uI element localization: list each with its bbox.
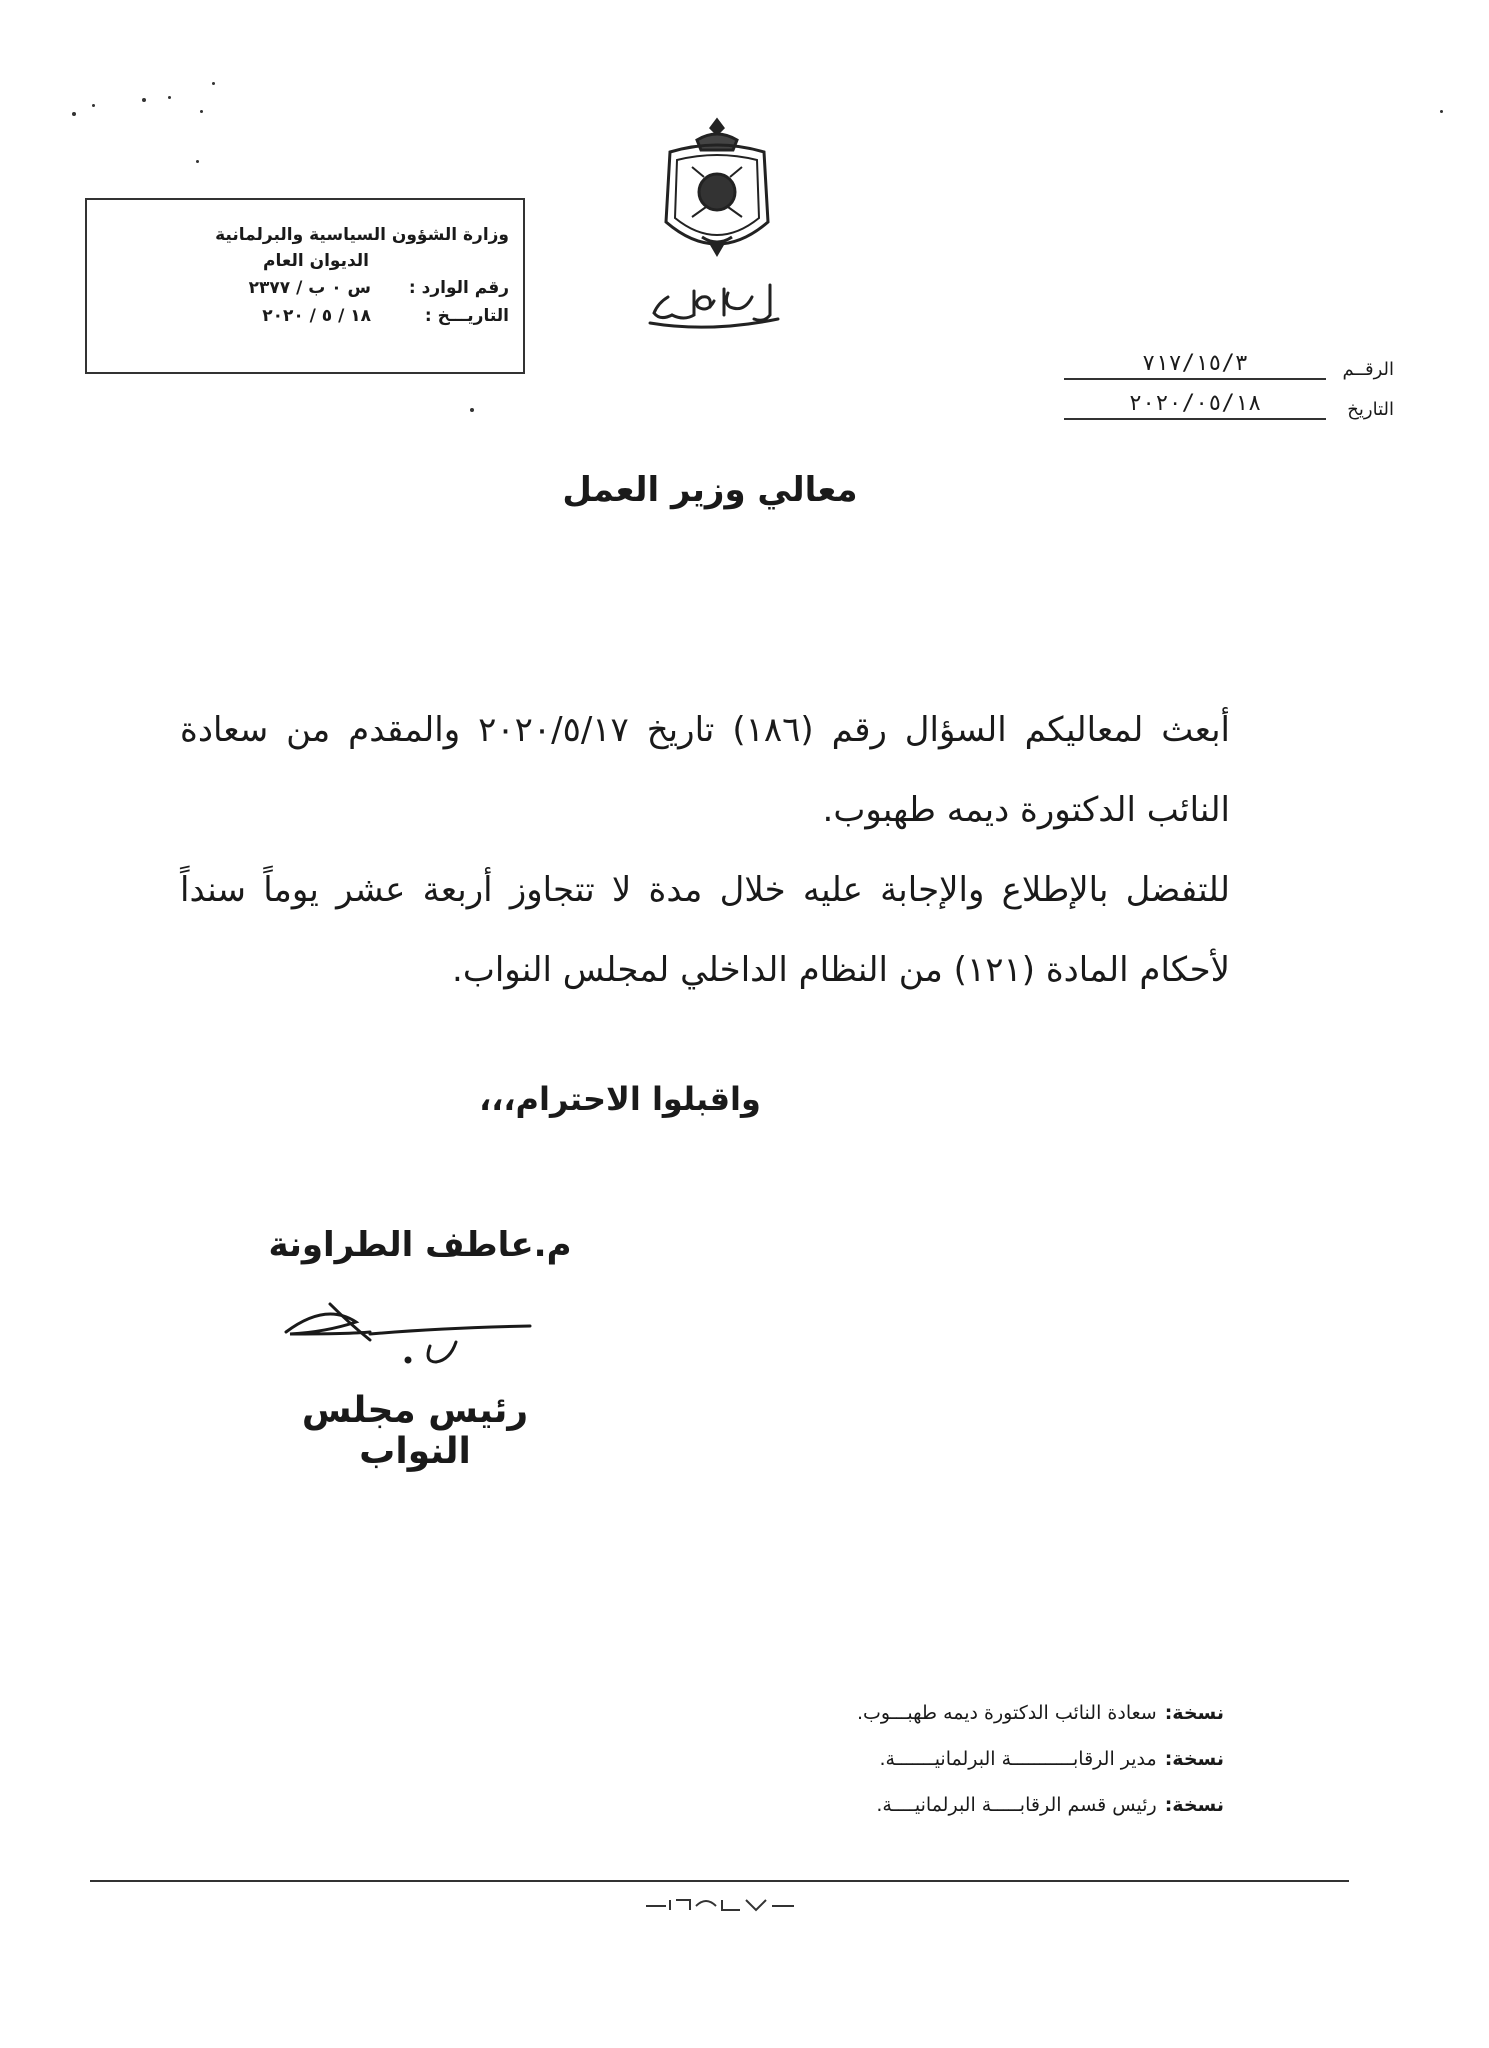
scan-speck (92, 104, 95, 107)
org-name: مجلس النواب (712, 333, 718, 334)
cc-item (624, 1690, 1224, 1736)
handwritten-signature (280, 1290, 540, 1380)
body-paragraph-2: للتفضل بالإطلاع والإجابة عليه خلال مدة لا تتجاوز أربعة عشر يوماً سنداً لأحكام المادة (١٢١) من النظام الداخلي لمجلس النواب. (180, 870, 1230, 990)
coat-of-arms-emblem (652, 112, 782, 262)
stamp-department: الديوان العام (263, 251, 369, 271)
cc-label: نسخة: (1164, 1794, 1224, 1816)
stamp-incoming-label: رقم الوارد : (408, 278, 509, 298)
cc-item (624, 1736, 1224, 1782)
cc-item (624, 1782, 1224, 1828)
stamp-date-row (101, 302, 509, 330)
parliament-calligraphy-logo (640, 275, 790, 337)
cc-recipient: سعادة النائب الدكتورة ديمه طهبـــوب. (856, 1702, 1157, 1724)
reference-number-value: ٧١٧/١٥/٣ (1064, 351, 1326, 380)
reference-number-label: الرقــم (1342, 359, 1394, 380)
scan-speck (470, 408, 474, 412)
reference-block (1064, 340, 1394, 420)
scan-speck (142, 98, 146, 102)
cc-recipient: مدير الرقابـــــــــــة البرلمانيـــــــة. (879, 1748, 1157, 1770)
reference-date-row (1064, 380, 1394, 420)
letter-body (180, 690, 1230, 1010)
cc-label: نسخة: (1164, 1748, 1224, 1770)
scan-speck (196, 160, 199, 163)
reference-date-label: التاريخ (1347, 399, 1394, 420)
stamp-date-value: ١٨ / ٥ / ٢٠٢٠ (262, 306, 371, 326)
cc-list (624, 1690, 1224, 1828)
footer-illegible-mark (640, 1892, 800, 1914)
cc-label: نسخة: (1164, 1702, 1224, 1724)
addressee-heading: معالي وزير العمل (562, 470, 858, 510)
closing-line: واقبلوا الاحترام،،، (479, 1080, 761, 1118)
body-paragraph-1: أبعث لمعاليكم السؤال رقم (١٨٦) تاريخ ٢٠٢٠/٥/١٧ والمقدم من سعادة النائب الدكتورة ديمه طهبوب. (180, 710, 1231, 830)
scan-speck (212, 82, 215, 85)
stamp-incoming-value: س ٠ ب / ٢٣٧٧ (248, 278, 371, 298)
signer-title: رئيس مجلس النواب (301, 1390, 529, 1472)
scan-speck (168, 96, 171, 99)
stamp-date-label: التاريـــخ : (424, 306, 509, 326)
reference-number-row (1064, 340, 1394, 380)
incoming-stamp (85, 198, 525, 374)
scan-speck (200, 110, 203, 113)
scan-speck (1440, 110, 1443, 113)
stamp-ministry: وزارة الشؤون السياسية والبرلمانية (215, 225, 509, 245)
reference-date-value: ٢٠٢٠/٠٥/١٨ (1064, 391, 1326, 420)
cc-recipient: رئيس قسم الرقابـــــة البرلمانيــــة. (876, 1794, 1157, 1816)
scan-speck (72, 112, 76, 116)
signer-name: م.عاطف الطراونة (268, 1225, 572, 1265)
footer-divider (90, 1880, 1349, 1882)
stamp-incoming-row (101, 274, 509, 302)
